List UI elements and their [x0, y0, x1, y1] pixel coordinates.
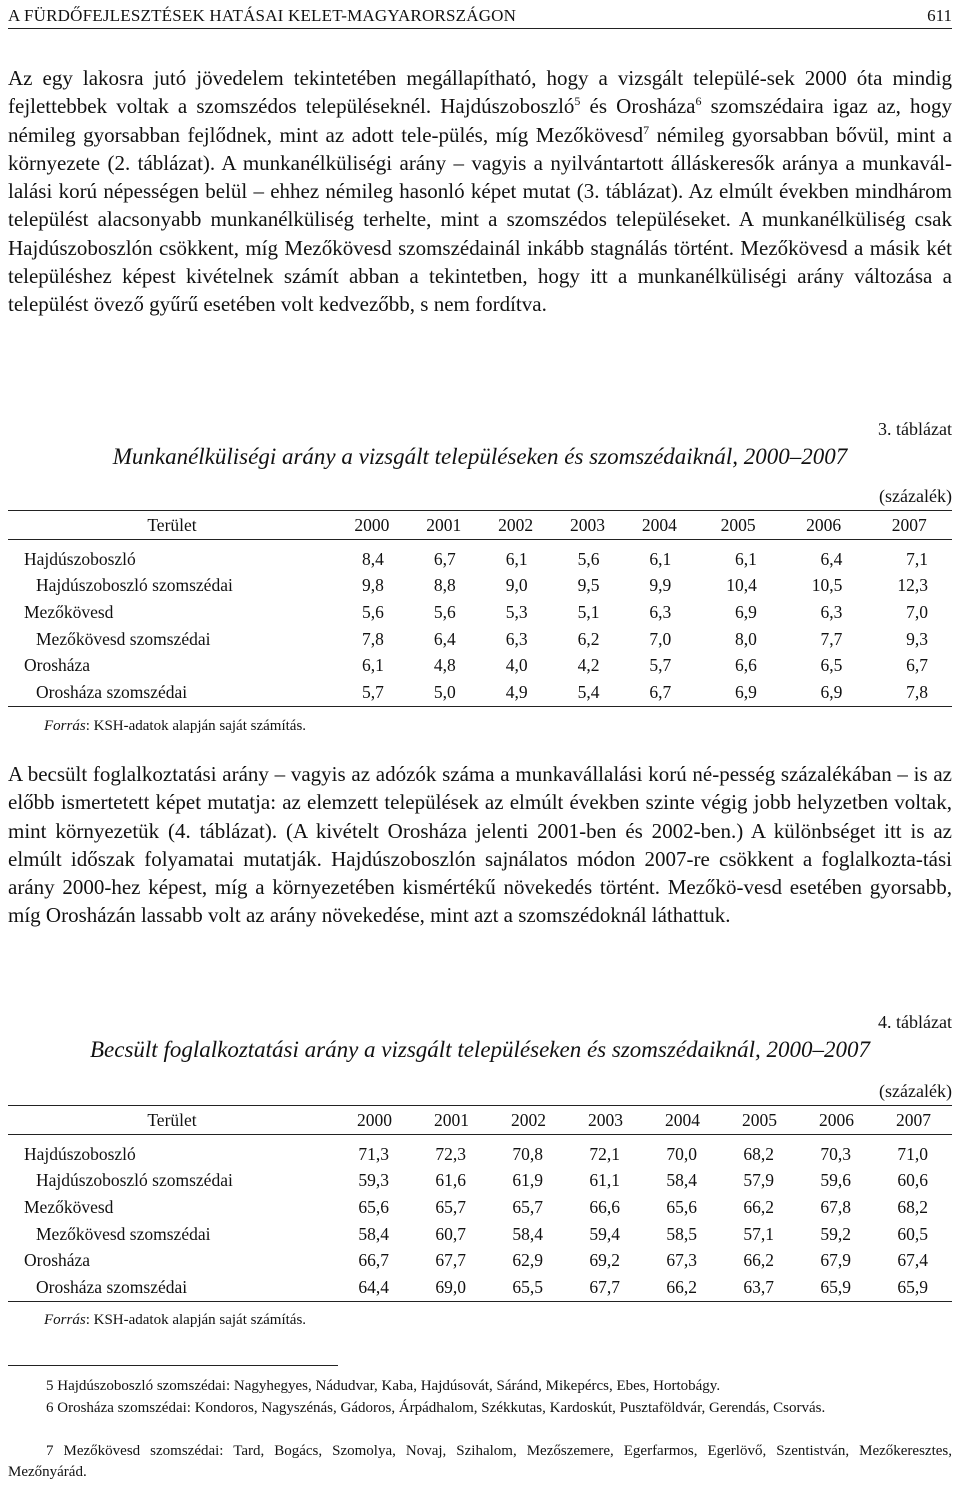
- table-cell: 5,6: [577, 548, 600, 569]
- table-cell: 9,3: [906, 628, 928, 649]
- table-cell: 71,0: [897, 1143, 928, 1164]
- footnote-6: 6 Orosháza szomszédai: Kondoros, Nagyszénás, Gádoros, Árpádhalom, Székkutas, Kardoskút, Pusztaföldvár, Gerendás, Csorvás.: [46, 1400, 826, 1416]
- table-row: [8, 1135, 952, 1168]
- paragraph-1-part-2: és Orosháza: [580, 94, 696, 119]
- table-cell: 60,6: [897, 1170, 928, 1191]
- table-cell: 7,0: [906, 601, 928, 622]
- table-cell: 69,2: [589, 1250, 620, 1271]
- column-header-year: 2004: [665, 1109, 700, 1130]
- footnote-separator: [8, 1365, 338, 1366]
- table-3-label: 3. táblázat: [878, 419, 952, 439]
- table-cell: 6,5: [820, 655, 843, 676]
- table-header-row: [8, 511, 952, 540]
- table-cell: 61,1: [589, 1170, 620, 1191]
- table-cell: 62,9: [512, 1250, 543, 1271]
- table-cell: 65,6: [358, 1196, 389, 1217]
- table-cell: 58,4: [512, 1223, 543, 1244]
- table-cell: 6,9: [734, 601, 757, 622]
- column-header-year: 2007: [891, 514, 927, 535]
- table-cell: 8,8: [433, 575, 456, 596]
- table-cell: 65,6: [666, 1196, 697, 1217]
- column-header-year: 2002: [511, 1109, 546, 1130]
- table-cell: 12,3: [897, 575, 928, 596]
- table-cell: 5,6: [361, 601, 384, 622]
- table-cell: 68,2: [897, 1196, 928, 1217]
- table-cell: 67,4: [897, 1250, 928, 1271]
- table-cell: 10,4: [726, 575, 757, 596]
- footnote-7: 7 Mezőkövesd szomszédai: Tard, Bogács, Szomolya, Novaj, Szihalom, Mezőszemere, Egerfarmos, Egerlövő, Szentistván, Mezőkeresztes, Mezőnyárád.: [8, 1443, 952, 1480]
- table-cell: 5,6: [433, 601, 456, 622]
- footnote-5: 5 Hajdúszoboszló szomszédai: Nagyhegyes, Nádudvar, Kaba, Hajdúsovát, Sáránd, Mikepércs, Ebes, Hortobágy.: [46, 1378, 721, 1394]
- table-cell: 9,9: [649, 575, 672, 596]
- table-4: [8, 1105, 952, 1302]
- table-3-unit: (százalék): [879, 486, 952, 506]
- column-header-year: 2001: [426, 514, 462, 535]
- table-header-row: [8, 1106, 952, 1135]
- row-label: Hajdúszoboszló: [24, 548, 136, 569]
- table-cell: 57,1: [743, 1223, 774, 1244]
- table-cell: 58,4: [666, 1170, 697, 1191]
- body-paragraph-1: [8, 64, 952, 319]
- table-cell: 59,6: [820, 1170, 851, 1191]
- table-cell: 5,4: [577, 681, 600, 702]
- table-cell: 4,9: [505, 681, 528, 702]
- table-cell: 66,2: [743, 1250, 774, 1271]
- table-cell: 67,8: [820, 1196, 851, 1217]
- row-label: Mezőkövesd: [24, 1196, 114, 1217]
- table-cell: 6,3: [820, 601, 843, 622]
- table-row: [8, 1168, 952, 1195]
- table-cell: 5,7: [649, 655, 672, 676]
- table-cell: 59,3: [358, 1170, 389, 1191]
- table-cell: 60,7: [435, 1223, 466, 1244]
- table-cell: 58,4: [358, 1223, 389, 1244]
- table-cell: 61,6: [435, 1170, 466, 1191]
- table-cell: 66,7: [358, 1250, 389, 1271]
- table-cell: 70,3: [820, 1143, 851, 1164]
- table-cell: 63,7: [743, 1276, 774, 1297]
- table-cell: 6,7: [906, 655, 928, 676]
- table-row: [8, 679, 952, 706]
- column-header-year: 2000: [354, 514, 390, 535]
- table-cell: 6,9: [820, 681, 843, 702]
- column-header-year: 2006: [806, 514, 842, 535]
- page-number: 611: [927, 6, 952, 25]
- table-cell: 65,7: [435, 1196, 466, 1217]
- table-cell: 70,8: [512, 1143, 543, 1164]
- table-cell: 7,8: [906, 681, 928, 702]
- row-label: Hajdúszoboszló szomszédai: [36, 575, 233, 596]
- table-cell: 67,7: [589, 1276, 620, 1297]
- table-cell: 70,0: [666, 1143, 697, 1164]
- table-cell: 5,3: [505, 601, 528, 622]
- table-cell: 5,7: [361, 681, 384, 702]
- source-label: Forrás: [44, 718, 86, 734]
- source-text: : KSH-adatok alapján saját számítás.: [85, 718, 307, 734]
- table-4-source: [44, 1312, 306, 1329]
- table-cell: 6,7: [649, 681, 672, 702]
- column-header-area: Terület: [147, 1109, 197, 1130]
- footnote-ref-6[interactable]: 6: [695, 94, 702, 109]
- footnote-ref-7[interactable]: 7: [643, 122, 650, 137]
- table-cell: 6,9: [734, 681, 757, 702]
- footnote-ref-5[interactable]: 5: [574, 94, 581, 109]
- table-cell: 72,3: [435, 1143, 466, 1164]
- table-cell: 10,5: [811, 575, 843, 596]
- row-label: Mezőkövesd szomszédai: [36, 1223, 211, 1244]
- table-row: [8, 1274, 952, 1301]
- table-cell: 65,9: [820, 1276, 851, 1297]
- table-cell: 6,3: [505, 628, 528, 649]
- table-row: [8, 1194, 952, 1221]
- table-3-title: Munkanélküliségi arány a vizsgált településeken és szomszédaiknál, 2000–2007: [112, 444, 848, 469]
- table-4-unit: (százalék): [879, 1081, 952, 1101]
- column-header-year: 2003: [570, 514, 605, 535]
- table-cell: 4,2: [577, 655, 600, 676]
- column-header-year: 2002: [498, 514, 534, 535]
- paragraph-1-part-1: Az egy lakosra jutó jövedelem tekintetében megállapítható, hogy a vizsgált települé-sek 2000 óta mindig fejlettebbek voltak a szomszédos településeknél. Hajdúszoboszló: [8, 66, 952, 119]
- table-cell: 69,0: [435, 1276, 466, 1297]
- table-row: [8, 1221, 952, 1248]
- header-title: A FÜRDŐFEJLESZTÉSEK HATÁSAI KELET-MAGYARORSZÁGON: [8, 6, 517, 25]
- table-cell: 9,5: [577, 575, 600, 596]
- row-label: Orosháza: [24, 1250, 91, 1271]
- column-header-year: 2006: [819, 1109, 854, 1130]
- column-header-year: 2007: [896, 1109, 931, 1130]
- table-cell: 66,2: [666, 1276, 697, 1297]
- table-cell: 65,9: [897, 1276, 928, 1297]
- table-4-label: 4. táblázat: [878, 1012, 952, 1032]
- table-row: [8, 626, 952, 653]
- column-header-year: 2005: [720, 514, 756, 535]
- row-label: Mezőkövesd: [24, 601, 114, 622]
- table-cell: 6,7: [433, 548, 456, 569]
- source-text: : KSH-adatok alapján saját számítás.: [85, 1312, 307, 1328]
- table-cell: 6,3: [649, 601, 672, 622]
- column-header-area: Terület: [147, 514, 197, 535]
- table-row: [8, 540, 952, 573]
- table-cell: 67,9: [820, 1250, 851, 1271]
- table-row: [8, 652, 952, 679]
- table-cell: 68,2: [743, 1143, 774, 1164]
- table-cell: 64,4: [358, 1276, 389, 1297]
- table-cell: 8,0: [734, 628, 757, 649]
- table-cell: 7,0: [649, 628, 672, 649]
- body-paragraph-2: A becsült foglalkoztatási arány – vagyis az adózók száma a munkavállalási korú né-pesség százalékában – is az előbb ismertetett képet mutatja: az elemzett települések az elmúlt években szinte végig jobb helyzetben voltak, mint környezetük (4. táblázat). (A kivételt Orosháza jelenti 2001-ben és 2002-ben.) A különbséget itt is az elmúlt időszak folyamatai mutatják. Hajdúszoboszlón sajnálatos módon 2007-re csökkent a foglalkozta-tási arány 2000-hez képest, míg a környezetében kismértékű növekedés történt. Mezőkö-vesd esetében gyorsabb, míg Orosházán lassabb volt az arány növekedése, mint azt a szomszédoknál láthattuk.: [8, 762, 952, 928]
- table-row: [8, 1247, 952, 1274]
- table-cell: 67,3: [666, 1250, 697, 1271]
- table-cell: 5,0: [433, 681, 456, 702]
- table-cell: 6,1: [734, 548, 757, 569]
- table-row: [8, 599, 952, 626]
- table-cell: 9,0: [505, 575, 528, 596]
- column-header-year: 2001: [434, 1109, 469, 1130]
- table-row: [8, 573, 952, 600]
- table-cell: 67,7: [435, 1250, 466, 1271]
- table-cell: 65,5: [512, 1276, 543, 1297]
- table-cell: 7,8: [361, 628, 384, 649]
- row-label: Hajdúszoboszló: [24, 1143, 136, 1164]
- table-cell: 60,5: [897, 1223, 928, 1244]
- column-header-year: 2000: [357, 1109, 392, 1130]
- table-cell: 6,2: [577, 628, 600, 649]
- column-header-year: 2003: [588, 1109, 623, 1130]
- table-cell: 5,1: [577, 601, 600, 622]
- table-cell: 6,1: [361, 655, 384, 676]
- table-cell: 57,9: [743, 1170, 774, 1191]
- table-3: [8, 510, 952, 707]
- table-cell: 6,6: [734, 655, 757, 676]
- row-label: Orosháza: [24, 655, 91, 676]
- row-label: Orosháza szomszédai: [36, 1276, 188, 1297]
- table-cell: 6,4: [433, 628, 456, 649]
- source-label: Forrás: [44, 1312, 86, 1328]
- row-label: Hajdúszoboszló szomszédai: [36, 1170, 233, 1191]
- table-cell: 4,8: [433, 655, 456, 676]
- table-cell: 72,1: [589, 1143, 620, 1164]
- table-cell: 6,1: [505, 548, 528, 569]
- column-header-year: 2005: [742, 1109, 777, 1130]
- table-cell: 66,6: [589, 1196, 620, 1217]
- paragraph-1-part-3: szomszédaira igaz az, hogy némileg gyorsabban fejlődnek, mint az adott tele-pülés, míg Mezőkövesd: [8, 94, 952, 147]
- table-cell: 9,8: [361, 575, 384, 596]
- table-3-source: [44, 718, 306, 735]
- table-cell: 8,4: [361, 548, 384, 569]
- table-cell: 7,1: [906, 548, 928, 569]
- table-cell: 71,3: [358, 1143, 389, 1164]
- table-cell: 61,9: [512, 1170, 543, 1191]
- row-label: Mezőkövesd szomszédai: [36, 628, 211, 649]
- column-header-year: 2004: [641, 514, 677, 535]
- table-cell: 59,4: [589, 1223, 620, 1244]
- table-4-title: Becsült foglalkoztatási arány a vizsgált településeken és szomszédaiknál, 2000–2007: [90, 1037, 870, 1062]
- paragraph-1-part-4: némileg gyorsabban bővül, mint a környezete (2. táblázat). A munkanélküliségi arány – vagyis a nyilvántartott álláskeresők aránya a munkavál-lalási korú népességen belül – ehhez némileg hasonló képet mutat (3. táblázat). Az elmúlt években mindhárom települést alacsonyabb munkanélküliség terhelte, mint a szomszédos településeket. A munkanélküliség csak Hajdúszoboszlón csökkent, míg Mezőkövesd szomszédainál inkább stagnálás történt. Mezőkövesd a másik két településhez képest kivételnek számít abban a tekintetben, hogy itt a munkanélküliségi arány változása a települést övező gyűrű esetében volt kedvezőbb, s nem fordítva.: [8, 122, 952, 317]
- table-cell: 66,2: [743, 1196, 774, 1217]
- table-cell: 7,7: [820, 628, 843, 649]
- table-cell: 6,1: [649, 548, 672, 569]
- running-header: [8, 6, 952, 29]
- table-cell: 59,2: [820, 1223, 851, 1244]
- table-cell: 6,4: [820, 548, 843, 569]
- row-label: Orosháza szomszédai: [36, 681, 188, 702]
- table-cell: 65,7: [512, 1196, 543, 1217]
- table-cell: 4,0: [505, 655, 528, 676]
- table-cell: 58,5: [666, 1223, 697, 1244]
